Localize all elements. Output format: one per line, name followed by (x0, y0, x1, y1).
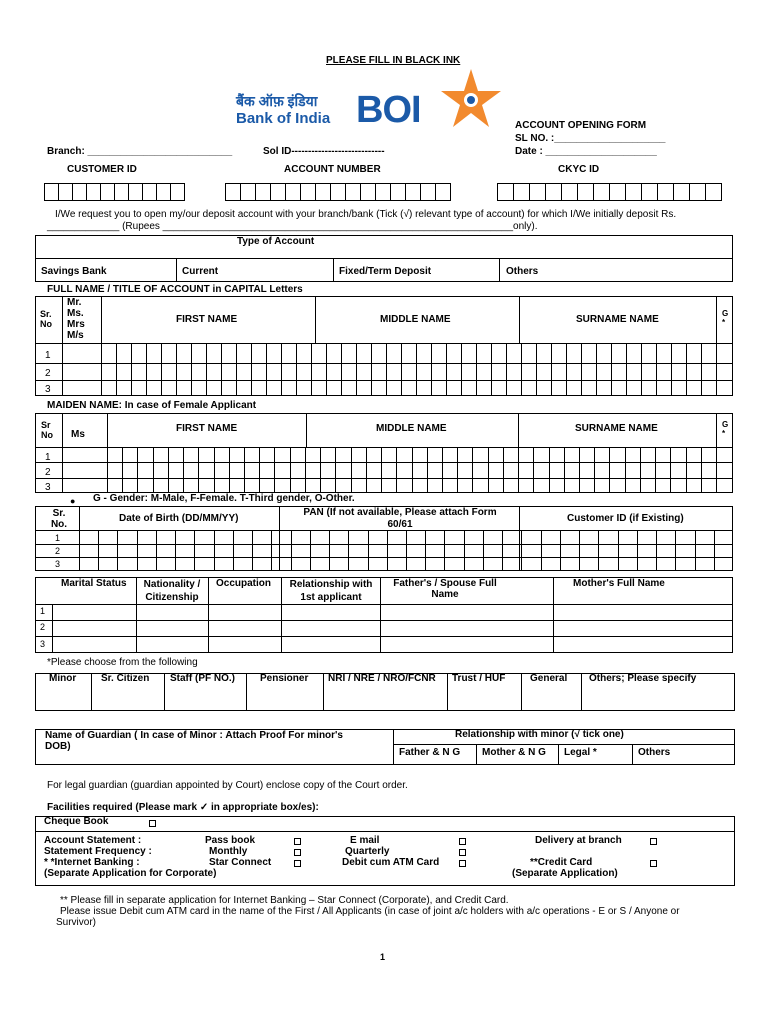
char-box[interactable] (497, 183, 514, 201)
char-divider (117, 530, 118, 571)
char-divider (229, 447, 230, 493)
char-divider (221, 343, 222, 396)
maiden-title-header: Ms (71, 429, 85, 440)
details-row-number: 3 (40, 639, 46, 649)
account-type-current[interactable]: Current (182, 266, 219, 277)
dob-row-number: 1 (55, 533, 61, 543)
date-field[interactable]: Date : ____________________ (515, 146, 657, 157)
cheque-book-checkbox[interactable] (149, 820, 156, 827)
branch-field[interactable]: Branch: __________________________ (47, 146, 233, 157)
dob-pan-cells[interactable] (79, 530, 733, 571)
char-divider (695, 530, 696, 571)
credit-card-label: **Credit Card (530, 857, 593, 868)
footer-note-survivor: Survivor) (56, 917, 97, 928)
char-divider (488, 447, 489, 493)
char-box[interactable] (44, 183, 59, 201)
char-divider (425, 530, 426, 571)
char-divider (503, 447, 504, 493)
maiden-surname-header: SURNAME NAME (575, 423, 658, 434)
char-box[interactable] (593, 183, 610, 201)
char-box[interactable] (689, 183, 706, 201)
category-others[interactable]: Others; Please specify (589, 673, 697, 684)
full-name-surname-header: SURNAME NAME (576, 314, 659, 325)
char-divider (198, 447, 199, 493)
char-divider (236, 343, 237, 396)
char-box[interactable] (657, 183, 674, 201)
separate-application-note: (Separate Application) (512, 868, 618, 879)
pass-book-checkbox[interactable] (294, 838, 301, 845)
char-divider (206, 343, 207, 396)
category-trust-huf[interactable]: Trust / HUF (452, 673, 506, 684)
char-box[interactable] (641, 183, 658, 201)
char-divider (305, 447, 306, 493)
char-divider (431, 343, 432, 396)
char-box[interactable] (255, 183, 271, 201)
char-divider (551, 343, 552, 396)
char-divider (348, 530, 349, 571)
char-divider (714, 530, 715, 571)
footer-note-debit-card: Please issue Debit cum ATM card in the name of the First / All Applicants (in case of joint a/c holders with a/c operations - E or S / Anyone or (60, 906, 680, 917)
char-divider (183, 447, 184, 493)
page-number: 1 (380, 952, 386, 962)
logo-english: Bank of India (236, 110, 331, 127)
char-divider (168, 447, 169, 493)
char-box[interactable] (300, 183, 316, 201)
char-divider (442, 447, 443, 493)
category-pensioner[interactable]: Pensioner (260, 673, 309, 684)
full-name-row-number: 3 (45, 384, 51, 395)
char-divider (472, 447, 473, 493)
char-divider (521, 530, 522, 571)
pan-header: PAN (If not available, Please attach Form 60/61 (303, 507, 497, 530)
account-type-heading: Type of Account (237, 236, 315, 247)
char-divider (596, 343, 597, 396)
char-box[interactable] (330, 183, 346, 201)
account-type-savings[interactable]: Savings Bank (41, 266, 107, 277)
char-divider (686, 447, 687, 493)
char-box[interactable] (100, 183, 115, 201)
char-divider (381, 447, 382, 493)
char-box[interactable] (390, 183, 406, 201)
char-divider (701, 447, 702, 493)
form-title: ACCOUNT OPENING FORM (515, 120, 647, 131)
dob-header: Date of Birth (DD/MM/YY) (119, 513, 239, 524)
char-divider (335, 447, 336, 493)
account-number-label: ACCOUNT NUMBER (284, 164, 381, 175)
char-divider (446, 343, 447, 396)
char-divider (156, 530, 157, 571)
char-divider (371, 343, 372, 396)
guardian-others[interactable]: Others (638, 747, 671, 758)
account-type-others[interactable]: Others (506, 266, 539, 277)
category-staff[interactable]: Staff (PF NO.) (170, 673, 235, 684)
email-label: E mail (350, 835, 380, 846)
char-box[interactable] (142, 183, 157, 201)
ink-instruction: PLEASE FILL IN BLACK INK (326, 55, 461, 66)
char-divider (320, 447, 321, 493)
char-box[interactable] (545, 183, 562, 201)
delivery-branch-checkbox[interactable] (650, 838, 657, 845)
internet-banking-label: * *Internet Banking : (44, 857, 140, 868)
account-number-input[interactable] (226, 183, 451, 201)
char-divider (518, 447, 519, 493)
char-divider (701, 343, 702, 396)
char-divider (671, 343, 672, 396)
char-divider (98, 530, 99, 571)
char-divider (476, 343, 477, 396)
char-divider (549, 447, 550, 493)
char-box[interactable] (561, 183, 578, 201)
maiden-middle-header: MIDDLE NAME (376, 423, 447, 434)
sl-no-field[interactable]: SL NO. :____________________ (515, 133, 666, 144)
char-divider (146, 343, 147, 396)
full-name-gender-header: G * (722, 309, 729, 327)
char-box[interactable] (360, 183, 376, 201)
char-divider (412, 447, 413, 493)
star-connect-checkbox[interactable] (294, 860, 301, 867)
char-box[interactable] (435, 183, 451, 201)
char-box[interactable] (225, 183, 241, 201)
full-name-row-number: 2 (45, 368, 51, 379)
monthly-checkbox[interactable] (294, 849, 301, 856)
char-divider (191, 343, 192, 396)
char-divider (290, 447, 291, 493)
maiden-sr-header: Sr No (41, 420, 53, 440)
maiden-row-number: 3 (45, 482, 51, 493)
full-name-middle-header: MIDDLE NAME (380, 314, 451, 325)
dob-row-number: 3 (55, 559, 61, 569)
char-divider (329, 530, 330, 571)
char-box[interactable] (405, 183, 421, 201)
char-box[interactable] (705, 183, 722, 201)
char-divider (214, 530, 215, 571)
details-row-number: 1 (40, 606, 46, 616)
char-divider (656, 343, 657, 396)
char-divider (406, 530, 407, 571)
char-divider (153, 447, 154, 493)
category-nri[interactable]: NRI / NRE / NRO/FCNR (328, 673, 436, 684)
char-divider (457, 447, 458, 493)
ckyc-id-input[interactable] (498, 183, 722, 201)
char-divider (541, 530, 542, 571)
char-box[interactable] (345, 183, 361, 201)
category-note: *Please choose from the following (47, 657, 198, 668)
char-box[interactable] (673, 183, 690, 201)
maiden-name-heading: MAIDEN NAME: In case of Female Applicant (47, 400, 257, 411)
char-divider (560, 530, 561, 571)
char-divider (326, 343, 327, 396)
gender-note: G - Gender: M-Male, F-Female. T-Third gender, O-Other. (93, 493, 355, 504)
char-divider (175, 530, 176, 571)
credit-card-checkbox[interactable] (650, 860, 657, 867)
dob-row-number: 2 (55, 546, 61, 556)
full-name-row-number: 1 (45, 350, 51, 361)
logo-boi: BOI (356, 89, 421, 131)
char-divider (618, 530, 619, 571)
char-box[interactable] (114, 183, 129, 201)
char-divider (387, 530, 388, 571)
char-box[interactable] (156, 183, 171, 201)
char-box[interactable] (270, 183, 286, 201)
maiden-first-header: FIRST NAME (176, 423, 238, 434)
account-statement-label: Account Statement : (44, 835, 142, 846)
char-box[interactable] (609, 183, 626, 201)
char-divider (194, 530, 195, 571)
debit-card-label: Debit cum ATM Card (342, 857, 440, 868)
guardian-relationship-heading: Relationship with minor (√ tick one) (455, 729, 624, 740)
char-box[interactable] (285, 183, 301, 201)
char-box[interactable] (577, 183, 594, 201)
mother-name-header: Mother's Full Name (573, 578, 665, 589)
char-box[interactable] (86, 183, 101, 201)
char-divider (598, 530, 599, 571)
nationality-header: Nationality / Citizenship (143, 579, 201, 603)
father-spouse-header: Father's / Spouse Full Name (393, 578, 497, 600)
char-box[interactable] (375, 183, 391, 201)
char-divider (594, 447, 595, 493)
delivery-branch-label: Delivery at branch (535, 835, 622, 846)
char-box[interactable] (58, 183, 73, 201)
char-divider (176, 343, 177, 396)
marital-status-header: Marital Status (61, 578, 127, 589)
occupation-header: Occupation (216, 578, 272, 589)
char-divider (579, 530, 580, 571)
maiden-row-number: 2 (45, 467, 51, 478)
char-divider (502, 530, 503, 571)
char-divider (564, 447, 565, 493)
char-divider (131, 343, 132, 396)
char-divider (579, 447, 580, 493)
char-divider (396, 447, 397, 493)
char-divider (686, 343, 687, 396)
relationship-header: Relationship with 1st applicant (289, 579, 373, 603)
char-divider (296, 343, 297, 396)
char-divider (161, 343, 162, 396)
char-divider (122, 447, 123, 493)
char-divider (291, 530, 292, 571)
maiden-name-cells[interactable] (107, 447, 716, 493)
char-divider (252, 530, 253, 571)
char-divider (244, 447, 245, 493)
char-divider (655, 447, 656, 493)
char-divider (401, 343, 402, 396)
char-divider (416, 343, 417, 396)
char-divider (656, 530, 657, 571)
char-divider (670, 447, 671, 493)
char-box[interactable] (529, 183, 546, 201)
char-divider (214, 447, 215, 493)
char-divider (566, 343, 567, 396)
char-box[interactable] (420, 183, 436, 201)
char-divider (506, 343, 507, 396)
cheque-book-label: Cheque Book (44, 816, 109, 827)
guardian-father[interactable]: Father & N G (399, 747, 461, 758)
char-divider (233, 530, 234, 571)
pass-book-label: Pass book (205, 835, 256, 846)
dob-sr-header: Sr. No. (50, 508, 68, 530)
full-name-cells[interactable] (101, 343, 716, 396)
category-sr-citizen[interactable]: Sr. Citizen (101, 673, 150, 684)
char-divider (137, 447, 138, 493)
details-row-number: 2 (40, 622, 46, 632)
sol-id-field[interactable]: Sol ID---------------------------- (263, 146, 385, 157)
request-line-2: _____________ (Rupees _______________________________________________________________only). (47, 221, 538, 232)
customer-id-label: CUSTOMER ID (67, 164, 137, 175)
customer-id-input[interactable] (45, 183, 185, 201)
char-divider (274, 447, 275, 493)
monthly-label: Monthly (209, 846, 248, 857)
char-divider (366, 447, 367, 493)
star-logo-icon (439, 67, 503, 131)
char-divider (281, 343, 282, 396)
char-divider (444, 530, 445, 571)
maiden-gender-header: G * (722, 420, 729, 438)
full-name-title-header: Mr. Ms. Mrs M/s (67, 297, 85, 341)
char-box[interactable] (72, 183, 87, 201)
char-divider (251, 343, 252, 396)
char-divider (581, 343, 582, 396)
bullet-icon: ● (70, 496, 76, 506)
quarterly-label: Quarterly (345, 846, 390, 857)
guardian-mother[interactable]: Mother & N G (482, 747, 546, 758)
char-divider (640, 447, 641, 493)
char-box[interactable] (513, 183, 530, 201)
char-divider (533, 447, 534, 493)
char-divider (675, 530, 676, 571)
char-divider (368, 530, 369, 571)
char-divider (341, 343, 342, 396)
char-divider (311, 343, 312, 396)
char-divider (609, 447, 610, 493)
full-name-heading: FULL NAME / TITLE OF ACCOUNT in CAPITAL Letters (47, 284, 303, 295)
facilities-heading: Facilities required (Please mark ✓ in appropriate box/es): (47, 802, 319, 813)
char-divider (464, 530, 465, 571)
char-divider (483, 530, 484, 571)
char-divider (521, 343, 522, 396)
legal-guardian-note: For legal guardian (guardian appointed by Court) enclose copy of the Court order. (47, 780, 408, 791)
full-name-first-header: FIRST NAME (176, 314, 238, 325)
char-divider (137, 530, 138, 571)
category-minor[interactable]: Minor (49, 673, 77, 684)
category-general[interactable]: General (530, 673, 568, 684)
char-divider (116, 343, 117, 396)
char-divider (625, 447, 626, 493)
char-divider (461, 343, 462, 396)
statement-frequency-label: Statement Frequency : (44, 846, 152, 857)
maiden-row-number: 1 (45, 452, 51, 463)
logo-hindi: बैंक ऑफ़ इंडिया (236, 93, 318, 109)
char-divider (611, 343, 612, 396)
existing-customer-id-header: Customer ID (if Existing) (567, 513, 684, 524)
char-divider (386, 343, 387, 396)
char-divider (310, 530, 311, 571)
char-divider (356, 343, 357, 396)
debit-card-checkbox[interactable] (459, 860, 466, 867)
quarterly-checkbox[interactable] (459, 849, 466, 856)
char-box[interactable] (625, 183, 642, 201)
char-divider (266, 343, 267, 396)
char-box[interactable] (128, 183, 143, 201)
char-divider (637, 530, 638, 571)
ckyc-id-label: CKYC ID (558, 164, 600, 175)
char-divider (491, 343, 492, 396)
char-divider (427, 447, 428, 493)
guardian-name-field[interactable]: Name of Guardian ( In case of Minor : Attach Proof For minor's DOB) (45, 730, 343, 752)
char-divider (536, 343, 537, 396)
char-box[interactable] (315, 183, 331, 201)
char-divider (626, 343, 627, 396)
char-divider (259, 447, 260, 493)
corporate-application-note: (Separate Application for Corporate) (44, 868, 217, 879)
char-divider (351, 447, 352, 493)
guardian-legal[interactable]: Legal * (564, 747, 597, 758)
char-divider (271, 530, 272, 571)
request-line-1: I/We request you to open my/our deposit account with your branch/bank (Tick (√) relevant type of account) for which I/We initially deposit Rs. (55, 209, 677, 220)
email-checkbox[interactable] (459, 838, 466, 845)
char-box[interactable] (240, 183, 256, 201)
footer-note-internet-banking: ** Please fill in separate application for Internet Banking – Star Connect (Corporate), and Credit Card. (60, 895, 509, 906)
account-type-fixed[interactable]: Fixed/Term Deposit (339, 266, 432, 277)
star-connect-label: Star Connect (209, 857, 272, 868)
full-name-sr-header: Sr. No (40, 309, 52, 329)
char-box[interactable] (170, 183, 185, 201)
char-divider (641, 343, 642, 396)
